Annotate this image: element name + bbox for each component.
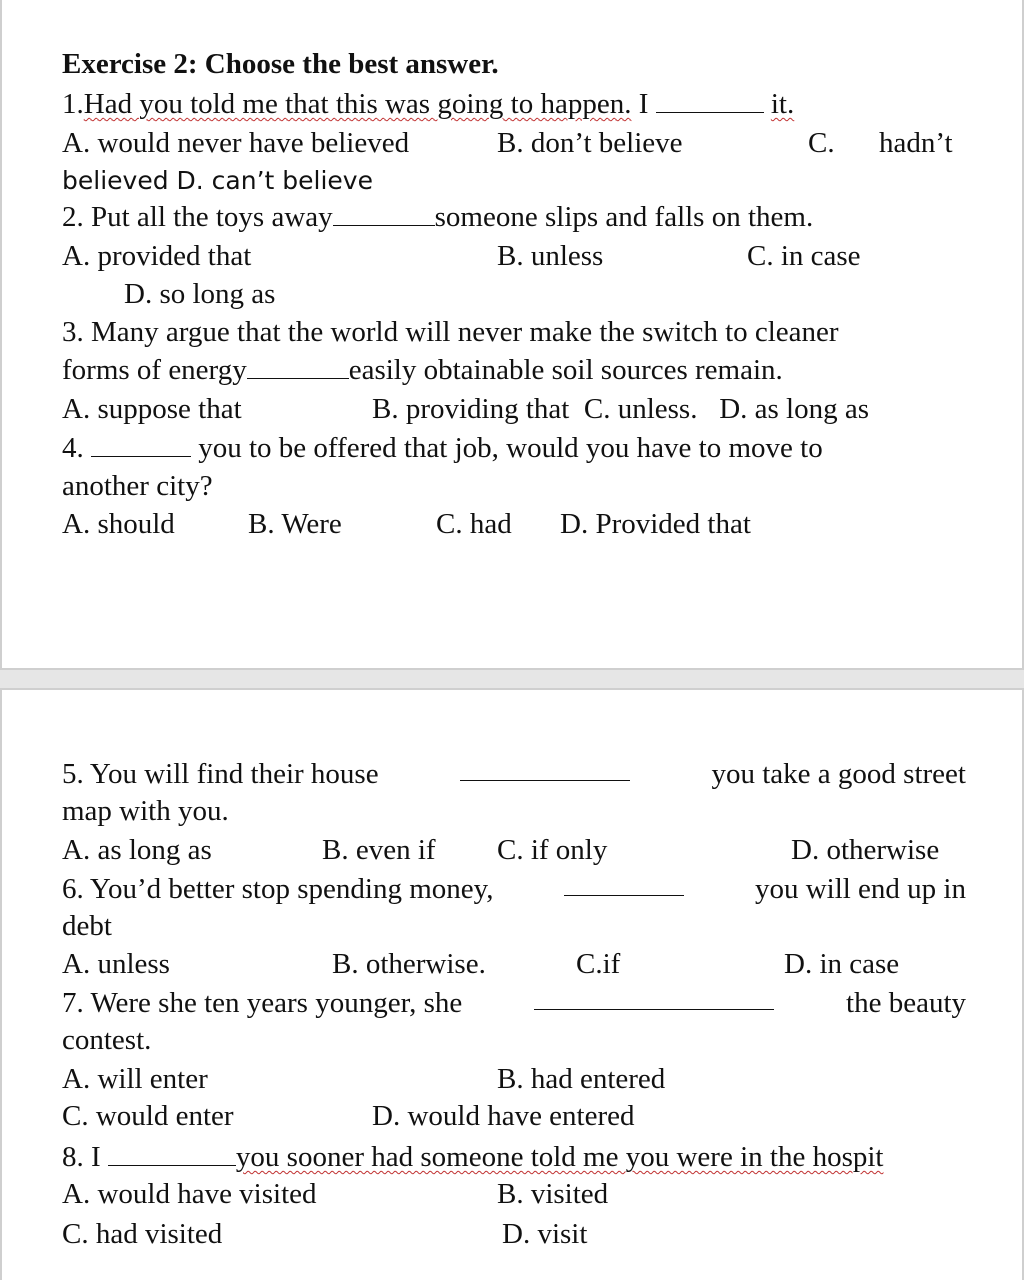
question-5-line-2: map with you.	[62, 795, 229, 827]
q6-option-a: A. unless	[62, 948, 170, 980]
q6-option-c: C.if	[576, 948, 621, 980]
q2-stem-end: someone slips and falls on them.	[434, 201, 814, 233]
q2-answer-blank	[333, 201, 435, 226]
q8-option-b: B. visited	[497, 1178, 609, 1210]
q2-option-d: D. so long as	[124, 278, 276, 310]
q5-option-b: B. even if	[322, 834, 436, 866]
question-6-line-2: debt	[62, 910, 112, 942]
q8-option-a: A. would have visited	[62, 1178, 317, 1210]
question-8-stem	[62, 1139, 1024, 1175]
q7-answer-blank	[534, 985, 774, 1010]
q3-answer-blank	[247, 354, 349, 379]
q6-stem-end: you will end up in	[754, 873, 966, 905]
q2-option-b: B. unless	[497, 240, 604, 272]
q3-options-bcd: B. providing that C. unless. D. as long as	[372, 393, 870, 425]
q1-stem-mid: I	[631, 88, 656, 120]
q7-option-d: D. would have entered	[372, 1100, 635, 1132]
question-6-stem	[62, 871, 966, 907]
q2-option-a: A. provided that	[62, 240, 252, 272]
q6-option-d: D. in case	[784, 948, 900, 980]
q5-stem-start: 5. You will find their house	[62, 758, 379, 790]
q2-option-c: C. in case	[747, 240, 861, 272]
q5-option-d: D. otherwise	[791, 834, 940, 866]
q8-stem-start: 8. I	[62, 1141, 101, 1173]
exercise-title: Exercise 2: Choose the best answer.	[62, 48, 499, 80]
q5-option-a: A. as long as	[62, 834, 212, 866]
q4-option-a: A. should	[62, 508, 175, 540]
q8-answer-blank	[108, 1141, 236, 1166]
q2-stem-start: 2. Put all the toys away	[62, 201, 333, 233]
question-5-stem	[62, 756, 966, 792]
q5-stem-end: you take a good street	[711, 758, 966, 790]
q5-option-c: C. if only	[497, 834, 608, 866]
question-2-stem	[62, 199, 813, 235]
q1-stem-underlined: Had you told me that this was going to happen.	[83, 88, 632, 120]
q6-stem-start: 6. You’d better stop spending money,	[62, 873, 494, 905]
question-4-stem	[62, 430, 823, 466]
q8-option-d: D. visit	[502, 1218, 588, 1250]
document-page-bottom	[0, 688, 1024, 1280]
q6-option-b: B. otherwise.	[332, 948, 486, 980]
q7-option-b: B. had entered	[497, 1063, 666, 1095]
q4-option-d: D. Provided that	[560, 508, 751, 540]
q7-option-c: C. would enter	[62, 1100, 234, 1132]
q3-stem-start: forms of energy	[62, 354, 247, 386]
question-4-line-2: another city?	[62, 470, 213, 502]
q4-option-b: B. Were	[248, 508, 342, 540]
q4-option-c: C. had	[436, 508, 512, 540]
q1-option-b: B. don’t believe	[497, 127, 683, 159]
q1-continuation: believed D. can’t believe	[62, 166, 373, 195]
question-7-line-2: contest.	[62, 1024, 152, 1056]
question-3-line-2	[62, 352, 783, 388]
q7-stem-start: 7. Were she ten years younger, she	[62, 987, 463, 1019]
question-7-stem	[62, 985, 966, 1021]
q1-stem-end: it.	[770, 88, 795, 120]
q6-answer-blank	[564, 871, 684, 896]
q7-stem-end: the beauty	[846, 987, 966, 1019]
q3-option-a: A. suppose that	[62, 393, 242, 425]
q8-stem-end: you sooner had someone told me you were in the hospit	[235, 1141, 884, 1173]
q4-stem-end: you to be offered that job, would you have to move to	[198, 432, 823, 464]
q1-number: 1.	[62, 88, 84, 120]
q1-option-a: A. would never have believed	[62, 127, 410, 159]
question-1-stem	[62, 86, 794, 122]
q4-number: 4.	[62, 432, 84, 464]
q4-answer-blank	[91, 432, 191, 457]
q1-answer-blank	[656, 88, 764, 113]
q1-option-c-text: hadn’t	[879, 127, 953, 159]
question-3-line-1: 3. Many argue that the world will never make the switch to cleaner	[62, 316, 839, 348]
q7-option-a: A. will enter	[62, 1063, 208, 1095]
q8-option-c: C. had visited	[62, 1218, 223, 1250]
q5-answer-blank	[460, 756, 630, 781]
q3-stem-end: easily obtainable soil sources remain.	[348, 354, 783, 386]
q1-option-c-letter: C.	[808, 127, 835, 159]
